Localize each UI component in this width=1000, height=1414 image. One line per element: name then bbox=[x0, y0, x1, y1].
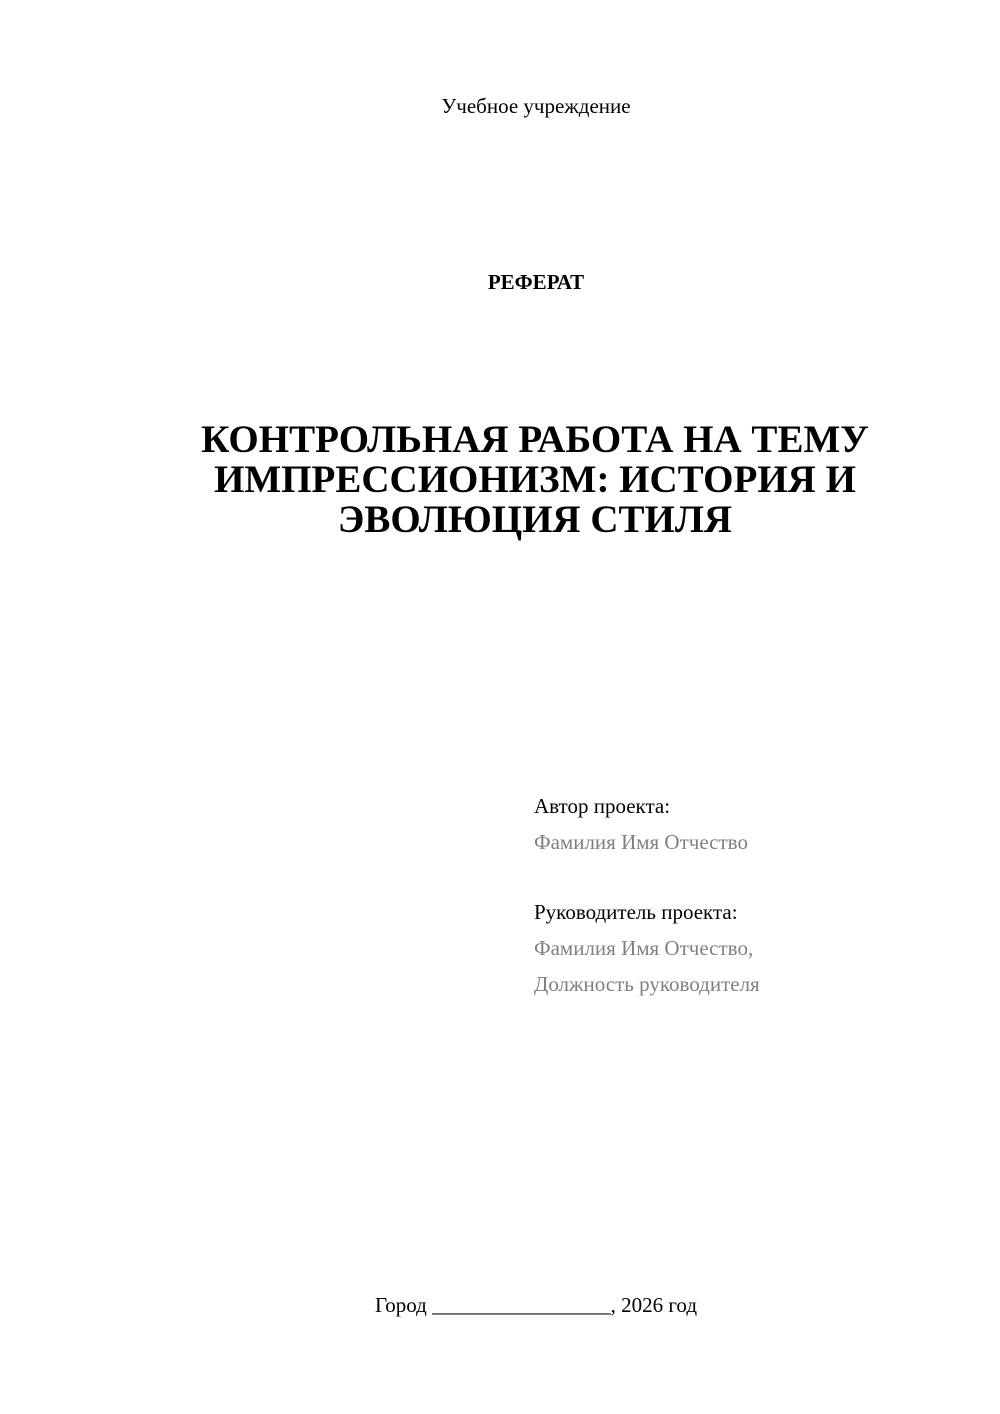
title-line-2: ИМПРЕССИОНИЗМ: ИСТОРИЯ И bbox=[214, 458, 856, 501]
spacer bbox=[534, 860, 964, 894]
title-line-1: КОНТРОЛЬНАЯ РАБОТА НА ТЕМУ bbox=[201, 418, 869, 461]
institution-name: Учебное учреждение bbox=[441, 94, 631, 118]
title-line-3: ЭВОЛЮЦИЯ СТИЛЯ bbox=[337, 498, 733, 541]
author-label: Автор проекта: bbox=[534, 794, 671, 818]
city-year-line: Город _________________, 2026 год bbox=[374, 1293, 698, 1317]
supervisor-name: Фамилия Имя Отчество, bbox=[534, 936, 754, 960]
document-type: РЕФЕРАТ bbox=[487, 270, 585, 294]
document-title bbox=[190, 420, 880, 540]
authors-block bbox=[534, 788, 964, 1002]
author-name: Фамилия Имя Отчество bbox=[534, 830, 748, 854]
supervisor-position: Должность руководителя bbox=[534, 972, 760, 996]
supervisor-label: Руководитель проекта: bbox=[534, 900, 738, 924]
